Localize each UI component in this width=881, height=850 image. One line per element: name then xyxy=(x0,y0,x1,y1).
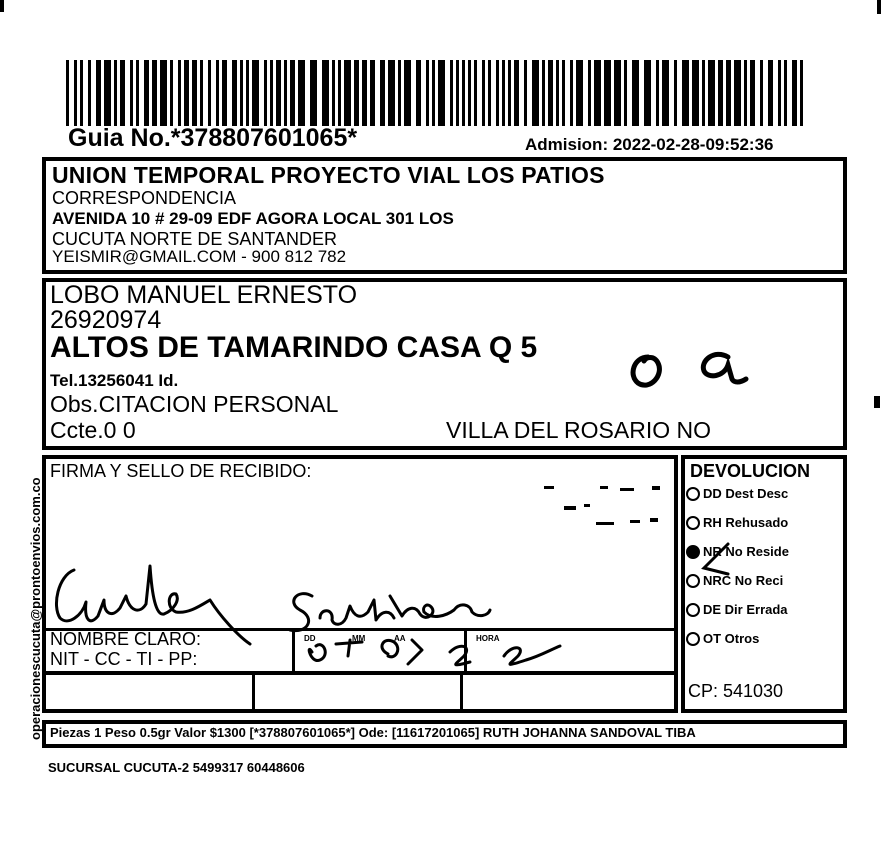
barcode-bar xyxy=(496,60,499,126)
barcode-bar xyxy=(264,60,267,126)
barcode-bar xyxy=(768,60,773,126)
scan-edge-mark xyxy=(0,0,4,12)
barcode-bar xyxy=(284,60,287,126)
barcode-bar xyxy=(432,60,435,126)
barcode-bar xyxy=(152,60,157,126)
sender-city: CUCUTA NORTE DE SANTANDER xyxy=(52,229,338,249)
aa-label: AA xyxy=(394,634,406,643)
admision-timestamp: Admision: 2022-02-28-09:52:36 xyxy=(525,135,774,154)
footer-details: Piezas 1 Peso 0.5gr Valor $1300 [*378807601065*] Ode: [11617201065] RUTH JOHANNA SANDOVAL TIBA xyxy=(50,725,696,740)
sender-line-1: CORRESPONDENCIA xyxy=(52,188,237,208)
radio-icon xyxy=(686,603,700,617)
barcode-bar xyxy=(778,60,781,126)
barcode-bar xyxy=(216,60,219,126)
barcode-bar xyxy=(502,60,505,126)
barcode-bar xyxy=(88,60,91,126)
barcode-bar xyxy=(438,60,445,126)
barcode-bar xyxy=(96,60,101,126)
devolucion-option-rh[interactable]: RH Rehusado xyxy=(686,515,788,530)
barcode-bar xyxy=(240,60,243,126)
barcode-bar xyxy=(588,60,591,126)
barcode-bar xyxy=(270,60,273,126)
barcode-bar xyxy=(388,60,395,126)
barcode-bar xyxy=(462,60,465,126)
barcode-bar xyxy=(370,60,375,126)
radio-icon xyxy=(686,516,700,530)
barcode-bar xyxy=(184,60,189,126)
barcode-bar xyxy=(310,60,317,126)
barcode-bar xyxy=(624,60,627,126)
hora-label: HORA xyxy=(476,634,500,643)
checkmark-stroke-icon xyxy=(698,540,738,580)
barcode-bar xyxy=(426,60,429,126)
devolucion-option-dd[interactable]: DD Dest Desc xyxy=(686,486,788,501)
recipient-city: VILLA DEL ROSARIO NO xyxy=(446,417,712,443)
barcode-bar xyxy=(514,60,519,126)
recipient-obs: Obs.CITACION PERSONAL xyxy=(50,391,339,417)
barcode-bar xyxy=(104,60,111,126)
barcode-bar xyxy=(192,60,197,126)
barcode-bar xyxy=(718,60,723,126)
recipient-name: LOBO MANUEL ERNESTO xyxy=(50,281,358,309)
barcode-bar xyxy=(576,60,583,126)
barcode-bar xyxy=(594,60,601,126)
recipient-address: ALTOS DE TAMARINDO CASA Q 5 xyxy=(50,331,538,364)
barcode-bar xyxy=(252,60,259,126)
barcode-bar xyxy=(474,60,477,126)
devolucion-option-ot[interactable]: OT Otros xyxy=(686,631,759,646)
sender-name: UNION TEMPORAL PROYECTO VIAL LOS PATIOS xyxy=(52,162,605,188)
barcode-bar xyxy=(468,60,471,126)
sender-email: YEISMIR@GMAIL.COM - 900 812 782 xyxy=(52,247,347,266)
barcode-bar xyxy=(524,60,527,126)
barcode-bar xyxy=(562,60,565,126)
barcode-bar xyxy=(542,60,545,126)
barcode-bar xyxy=(222,60,227,126)
barcode-bar xyxy=(322,60,329,126)
barcode-bar xyxy=(548,60,553,126)
barcode-bar xyxy=(398,60,401,126)
barcode-bar xyxy=(692,60,699,126)
bottom-cell-divider-1 xyxy=(252,672,255,712)
barcode-bar xyxy=(800,60,803,126)
scan-edge-mark-right xyxy=(877,0,881,14)
sender-address: AVENIDA 10 # 29-09 EDF AGORA LOCAL 301 LOS xyxy=(52,209,454,228)
barcode-bar xyxy=(784,60,787,126)
recipient-ccte: Ccte.0 0 xyxy=(50,417,136,443)
nombre-label: NOMBRE CLARO: xyxy=(50,629,202,649)
barcode-bar xyxy=(708,60,715,126)
barcode-bar xyxy=(556,60,559,126)
barcode-bar xyxy=(674,60,677,126)
barcode-bar xyxy=(702,60,705,126)
nit-label: NIT - CC - TI - PP: xyxy=(50,649,198,669)
barcode-bar xyxy=(450,60,453,126)
handwritten-signature xyxy=(50,556,610,674)
barcode-bar xyxy=(160,60,167,126)
scan-edge-mark-right-2 xyxy=(874,396,880,408)
barcode-bar xyxy=(508,60,511,126)
barcode-bar xyxy=(130,60,133,126)
barcode-bar xyxy=(404,60,411,126)
handwritten-annotation xyxy=(620,335,760,395)
barcode-bar xyxy=(644,60,651,126)
barcode-bar xyxy=(380,60,385,126)
guia-number: Guia No.*378807601065* xyxy=(68,124,358,152)
barcode-bar xyxy=(80,60,83,126)
barcode-bar xyxy=(290,60,295,126)
barcode-bar xyxy=(354,60,359,126)
barcode-bar xyxy=(760,60,763,126)
devolucion-option-de[interactable]: DE Dir Errada xyxy=(686,602,788,617)
barcode-bar xyxy=(276,60,281,126)
barcode-bar xyxy=(178,60,181,126)
barcode-bar xyxy=(136,60,139,126)
barcode-bar xyxy=(726,60,731,126)
barcode-bar xyxy=(298,60,305,126)
devolucion-option-nrc[interactable]: NRC No Reci xyxy=(686,573,783,588)
barcode-bar xyxy=(482,60,485,126)
barcode-bar xyxy=(170,60,173,126)
barcode-bar xyxy=(332,60,335,126)
barcode-bar xyxy=(604,60,611,126)
postal-code: CP: 541030 xyxy=(688,681,784,701)
barcode-bar xyxy=(120,60,125,126)
barcode-bar xyxy=(750,60,755,126)
barcode-bar xyxy=(792,60,797,126)
barcode-bar xyxy=(66,60,69,126)
barcode-bar xyxy=(246,60,249,126)
barcode-bar xyxy=(734,60,741,126)
barcode-bar xyxy=(744,60,747,126)
barcode-bar xyxy=(208,60,211,126)
signature-title: FIRMA Y SELLO DE RECIBIDO: xyxy=(50,461,312,481)
radio-icon xyxy=(686,487,700,501)
barcode xyxy=(66,60,806,126)
stamp-marks xyxy=(540,482,670,532)
barcode-bar xyxy=(114,60,117,126)
barcode-bar xyxy=(144,60,149,126)
radio-icon xyxy=(686,632,700,646)
barcode-bar xyxy=(456,60,459,126)
barcode-bar xyxy=(532,60,539,126)
mm-label: MM xyxy=(352,634,366,643)
recipient-tel: Tel.13256041 Id. xyxy=(50,371,179,390)
devolucion-title: DEVOLUCION xyxy=(690,461,811,481)
barcode-bar xyxy=(74,60,77,126)
barcode-bar xyxy=(344,60,351,126)
barcode-bar xyxy=(632,60,639,126)
barcode-bar xyxy=(682,60,689,126)
barcode-bar xyxy=(488,60,491,126)
barcode-bar xyxy=(232,60,237,126)
dd-label: DD xyxy=(304,634,316,643)
barcode-bar xyxy=(656,60,659,126)
barcode-bar xyxy=(416,60,421,126)
barcode-bar xyxy=(614,60,621,126)
devolucion-option-nr[interactable]: NR No Reside xyxy=(686,544,789,559)
barcode-bar xyxy=(362,60,367,126)
barcode-bar xyxy=(338,60,341,126)
barcode-bar xyxy=(200,60,203,126)
recipient-id: 26920974 xyxy=(50,306,162,334)
sucursal-line: SUCURSAL CUCUTA-2 5499317 60448606 xyxy=(48,760,305,775)
bottom-cell-divider-2 xyxy=(460,672,463,712)
barcode-bar xyxy=(570,60,573,126)
side-email: operacionescucuta@prontoenvios.com.co xyxy=(28,477,43,740)
barcode-bar xyxy=(662,60,669,126)
